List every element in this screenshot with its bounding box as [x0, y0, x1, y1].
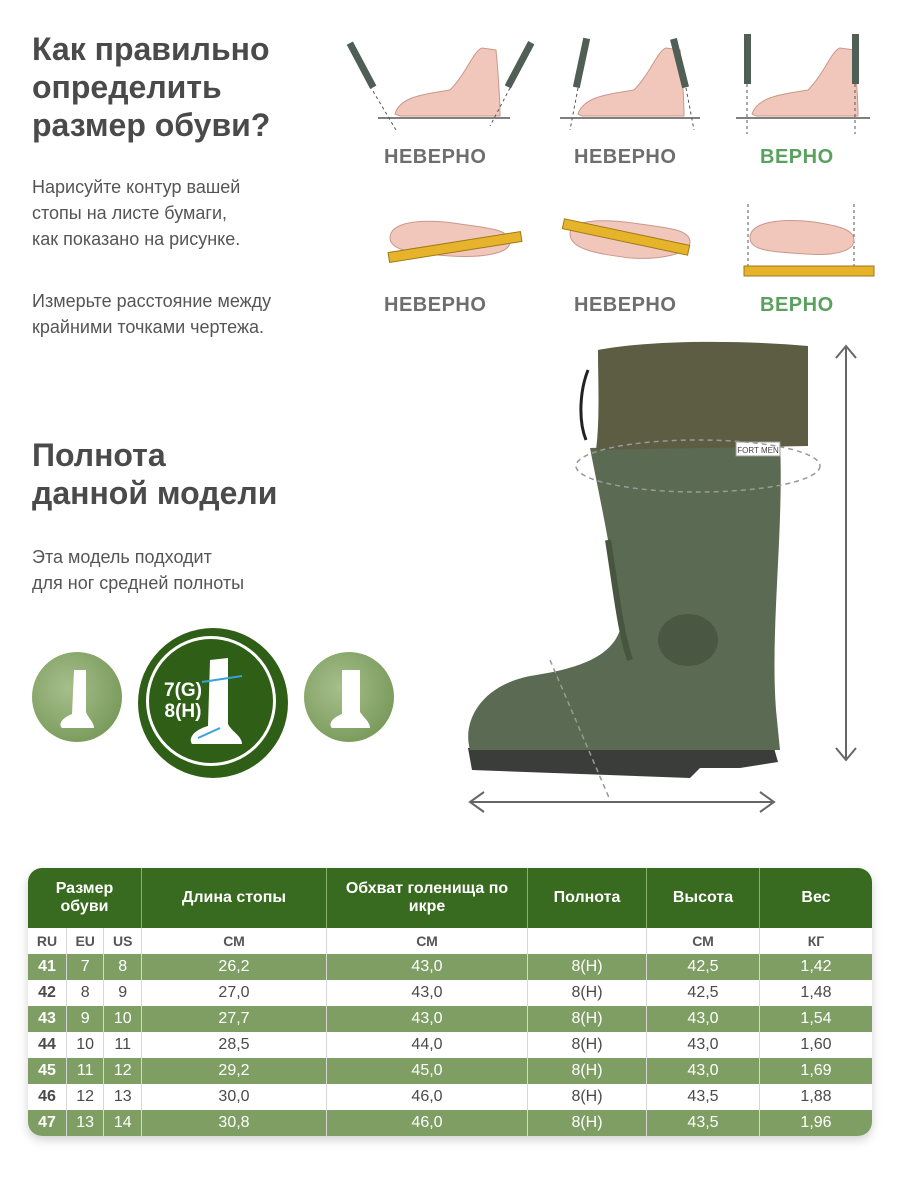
- size-table: [28, 868, 872, 1136]
- size-guide-title: Как правильно определить размер обуви?: [32, 31, 271, 143]
- fullness-title: Полнота данной модели: [32, 437, 278, 511]
- foot-top-wrong-2-icon: [562, 219, 690, 259]
- cell-girth: 44,0: [327, 1032, 528, 1058]
- cell-girth: 45,0: [327, 1058, 528, 1084]
- foot-top-correct-icon: [744, 204, 874, 276]
- cell-girth: 43,0: [327, 1006, 528, 1032]
- table-units-row: [28, 928, 872, 954]
- cell-fullness: 8(H): [528, 1084, 647, 1110]
- cell-length: 28,5: [142, 1032, 327, 1058]
- verdict-label: НЕВЕРНО: [574, 294, 677, 316]
- header-height: Высота: [647, 868, 760, 928]
- cell-height: 43,0: [647, 1032, 760, 1058]
- cell-ru: 42: [28, 980, 67, 1006]
- cell-us: 11: [104, 1032, 142, 1058]
- cell-fullness: 8(H): [528, 1006, 647, 1032]
- verdict-label: НЕВЕРНО: [574, 146, 677, 168]
- fullness-badge-label: 7(G) 8(H): [164, 680, 202, 722]
- cell-eu: 10: [67, 1032, 105, 1058]
- cell-height: 43,0: [647, 1006, 760, 1032]
- cell-eu: 13: [67, 1110, 105, 1136]
- instruction-measure: Измерьте расстояние между крайними точками чертежа.: [32, 291, 272, 337]
- cell-height: 42,5: [647, 980, 760, 1006]
- cell-eu: 11: [67, 1058, 105, 1084]
- header-fullness: Полнота: [528, 868, 647, 928]
- fullness-wide-icon: [304, 652, 394, 742]
- cell-us: 8: [104, 954, 142, 980]
- boot-brand-label: FORT MEN: [737, 446, 779, 455]
- cell-ru: 43: [28, 1006, 67, 1032]
- cell-ru: 46: [28, 1084, 67, 1110]
- header-calf-girth: Обхват голенища по икре: [327, 868, 528, 928]
- cell-eu: 9: [67, 1006, 105, 1032]
- unit-cell: US: [104, 928, 142, 954]
- cell-girth: 46,0: [327, 1084, 528, 1110]
- unit-cell: КГ: [760, 928, 872, 954]
- table-row: [28, 1032, 872, 1058]
- cell-fullness: 8(H): [528, 1032, 647, 1058]
- instruction-draw-outline: Нарисуйте контур вашей стопы на листе бумаги, как показано на рисунке.: [32, 177, 241, 249]
- cell-height: 43,5: [647, 1110, 760, 1136]
- fullness-description: Эта модель подходит для ног средней полноты: [32, 547, 245, 593]
- cell-length: 30,0: [142, 1084, 327, 1110]
- cell-weight: 1,42: [760, 954, 872, 980]
- cell-height: 43,0: [647, 1058, 760, 1084]
- fullness-narrow-icon: [32, 652, 122, 742]
- cell-weight: 1,54: [760, 1006, 872, 1032]
- cell-length: 27,7: [142, 1006, 327, 1032]
- foot-side-wrong-2-icon: [560, 38, 700, 130]
- cell-length: 29,2: [142, 1058, 327, 1084]
- table-row: [28, 1110, 872, 1136]
- foot-side-correct-icon: [736, 34, 870, 134]
- foot-top-illustrations: [380, 198, 880, 278]
- cell-us: 13: [104, 1084, 142, 1110]
- cell-us: 9: [104, 980, 142, 1006]
- cell-weight: 1,69: [760, 1058, 872, 1084]
- cell-weight: 1,48: [760, 980, 872, 1006]
- cell-girth: 43,0: [327, 980, 528, 1006]
- cell-girth: 46,0: [327, 1110, 528, 1136]
- cell-length: 26,2: [142, 954, 327, 980]
- boot-illustration: [440, 330, 870, 820]
- verdict-label: ВЕРНО: [760, 294, 834, 316]
- table-header-row: [28, 868, 872, 928]
- cell-length: 27,0: [142, 980, 327, 1006]
- cell-ru: 47: [28, 1110, 67, 1136]
- cell-ru: 41: [28, 954, 67, 980]
- cell-fullness: 8(H): [528, 980, 647, 1006]
- cell-fullness: 8(H): [528, 1110, 647, 1136]
- cell-weight: 1,60: [760, 1032, 872, 1058]
- header-shoe-size: Размер обуви: [28, 868, 142, 928]
- unit-cell: EU: [67, 928, 105, 954]
- verdict-label: НЕВЕРНО: [384, 294, 487, 316]
- cell-eu: 8: [67, 980, 105, 1006]
- fullness-selected-badge: [138, 628, 288, 778]
- cell-fullness: 8(H): [528, 954, 647, 980]
- table-row: [28, 1006, 872, 1032]
- cell-weight: 1,96: [760, 1110, 872, 1136]
- unit-cell: СМ: [142, 928, 327, 954]
- cell-eu: 12: [67, 1084, 105, 1110]
- header-weight: Вес: [760, 868, 872, 928]
- cell-length: 30,8: [142, 1110, 327, 1136]
- cell-girth: 43,0: [327, 954, 528, 980]
- verdict-label: НЕВЕРНО: [384, 146, 487, 168]
- cell-us: 10: [104, 1006, 142, 1032]
- cell-height: 43,5: [647, 1084, 760, 1110]
- unit-cell: СМ: [327, 928, 528, 954]
- cell-ru: 44: [28, 1032, 67, 1058]
- cell-us: 12: [104, 1058, 142, 1084]
- cell-eu: 7: [67, 954, 105, 980]
- unit-cell: RU: [28, 928, 67, 954]
- table-row: [28, 1084, 872, 1110]
- cell-us: 14: [104, 1110, 142, 1136]
- verdict-label: ВЕРНО: [760, 146, 834, 168]
- cell-fullness: 8(H): [528, 1058, 647, 1084]
- header-foot-length: Длина стопы: [142, 868, 327, 928]
- foot-top-wrong-1-icon: [388, 221, 522, 262]
- cell-weight: 1,88: [760, 1084, 872, 1110]
- unit-cell: СМ: [647, 928, 760, 954]
- cell-height: 42,5: [647, 954, 760, 980]
- table-row: [28, 980, 872, 1006]
- foot-side-wrong-1-icon: [347, 41, 535, 130]
- table-row: [28, 954, 872, 980]
- table-row: [28, 1058, 872, 1084]
- foot-side-illustrations: [340, 30, 880, 140]
- cell-ru: 45: [28, 1058, 67, 1084]
- unit-cell: [528, 928, 647, 954]
